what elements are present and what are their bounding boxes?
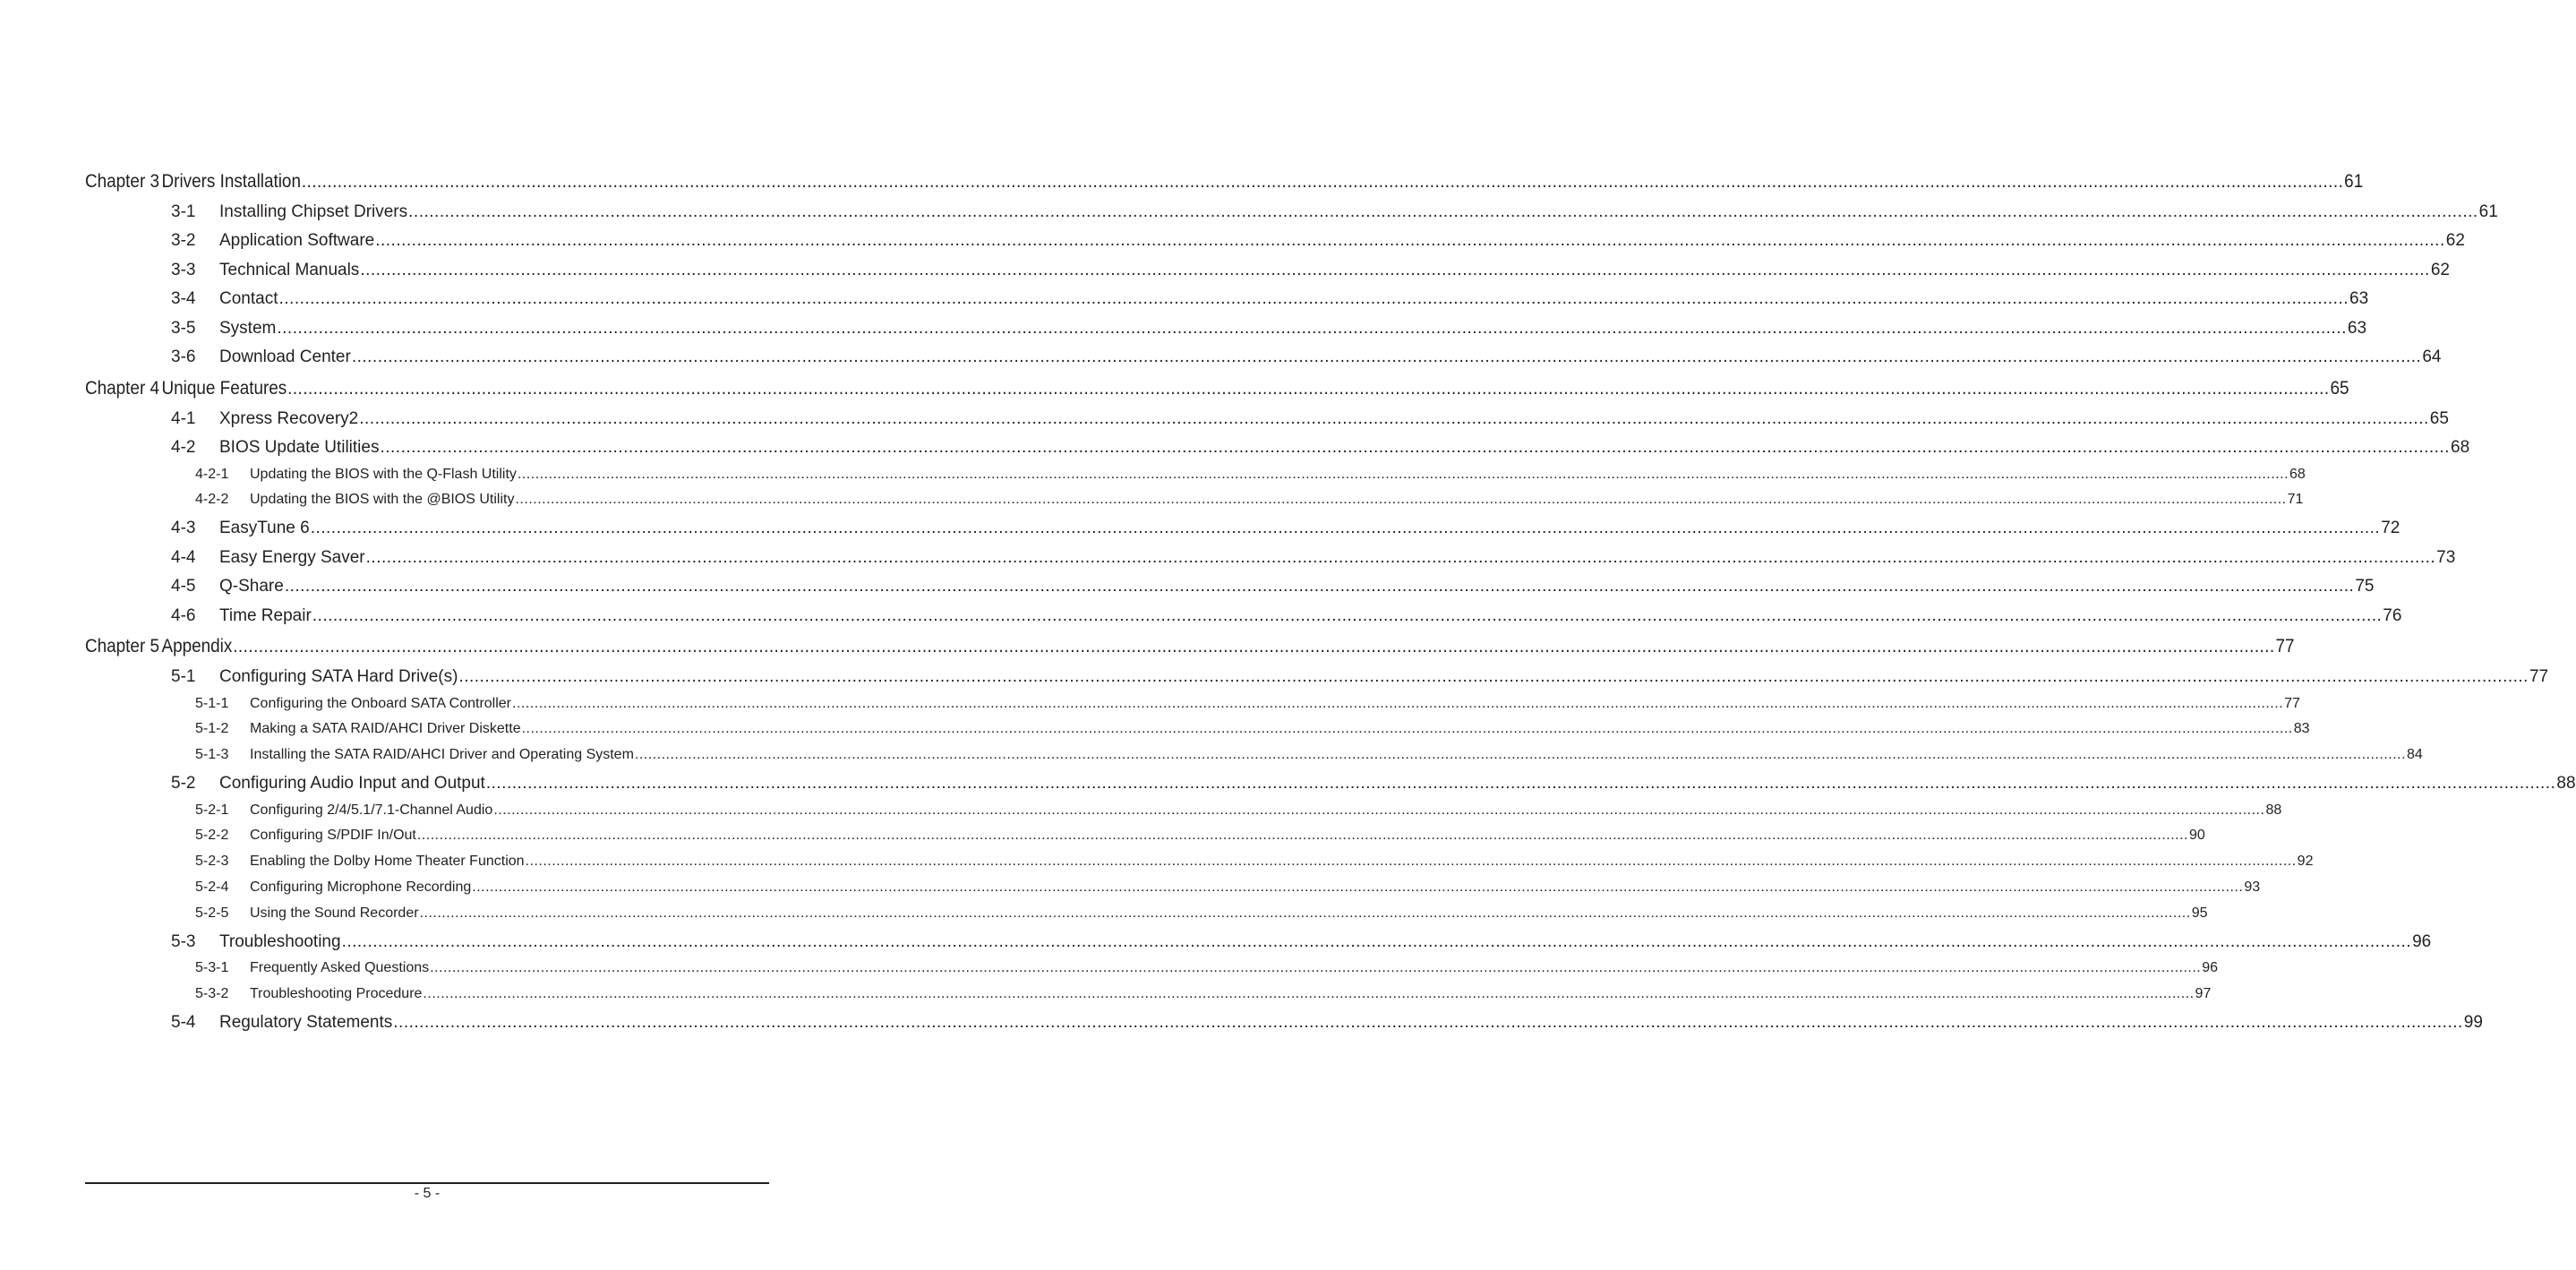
entry-number: 5-3 [171, 932, 196, 951]
toc-entry-sub[interactable] [195, 492, 2304, 508]
entry-title: Configuring SATA Hard Drive(s) [219, 667, 458, 686]
dot-leader: ................................................................................................................................................................................................................................................................................................................................................................................................................ [416, 828, 2188, 843]
dot-leader: ................................................................................................................................................................................................................................................................................................................................................................................................................ [287, 378, 2330, 399]
page-number: - 5 - [414, 1186, 441, 1201]
dot-leader: ................................................................................................................................................................................................................................................................................................................................................................................................................ [312, 606, 2383, 625]
entry-page-number: 75 [2355, 577, 2375, 596]
dot-leader: ................................................................................................................................................................................................................................................................................................................................................................................................................ [430, 960, 2202, 975]
toc-entry-section[interactable] [171, 774, 2576, 794]
entry-number: 3-5 [171, 319, 196, 338]
toc-entry-sub[interactable] [195, 828, 2205, 844]
dot-leader: ................................................................................................................................................................................................................................................................................................................................................................................................................ [423, 986, 2195, 1001]
entry-number: 4-2-1 [195, 467, 229, 482]
toc-entry-section[interactable] [171, 202, 2498, 222]
entry-title: Updating the BIOS with the Q-Flash Utility [250, 467, 517, 482]
entry-number: 5-2-2 [195, 828, 229, 843]
entry-title: Appendix [161, 636, 233, 656]
entry-title: Q-Share [219, 577, 284, 596]
dot-leader: ................................................................................................................................................................................................................................................................................................................................................................................................................ [341, 932, 2412, 951]
entry-title: Configuring 2/4/5.1/7.1-Channel Audio [250, 802, 493, 818]
entry-number: 5-3-1 [195, 960, 229, 975]
toc-entry-chapter[interactable] [85, 636, 2295, 657]
toc-entry-section[interactable] [171, 1013, 2483, 1033]
toc-entry-chapter[interactable] [85, 171, 2364, 193]
entry-page-number: 61 [2344, 171, 2364, 192]
entry-title: Troubleshooting Procedure [250, 986, 423, 1001]
entry-number: 5-2-3 [195, 854, 229, 869]
entry-title: Time Repair [219, 606, 312, 625]
entry-title: Troubleshooting [219, 932, 341, 951]
toc-entry-section[interactable] [171, 409, 2449, 429]
entry-number: 5-4 [171, 1013, 196, 1032]
entry-page-number: 72 [2381, 519, 2401, 537]
dot-leader: ................................................................................................................................................................................................................................................................................................................................................................................................................ [365, 548, 2436, 567]
toc-entry-section[interactable] [171, 231, 2465, 251]
entry-number: 3-2 [171, 231, 196, 250]
dot-leader: ................................................................................................................................................................................................................................................................................................................................................................................................................ [515, 492, 2287, 507]
entry-title: Regulatory Statements [219, 1013, 393, 1032]
toc-entry-sub[interactable] [195, 721, 2310, 737]
toc-entry-section[interactable] [171, 667, 2549, 687]
dot-leader: ................................................................................................................................................................................................................................................................................................................................................................................................................ [408, 202, 2478, 221]
dot-leader: ................................................................................................................................................................................................................................................................................................................................................................................................................ [472, 880, 2244, 895]
entry-title: Configuring the Onboard SATA Controller [250, 696, 512, 711]
entry-title: BIOS Update Utilities [219, 438, 380, 457]
dot-leader: ................................................................................................................................................................................................................................................................................................................................................................................................................ [310, 519, 2381, 537]
entry-number: 5-1 [171, 667, 196, 686]
entry-page-number: 65 [2429, 409, 2449, 428]
dot-leader: ................................................................................................................................................................................................................................................................................................................................................................................................................ [351, 348, 2422, 366]
dot-leader: ................................................................................................................................................................................................................................................................................................................................................................................................................ [360, 261, 2430, 279]
entry-number: 4-2 [171, 438, 196, 457]
entry-number: 5-1-3 [195, 747, 229, 762]
entry-number: Chapter 4 [85, 378, 160, 399]
entry-page-number: 71 [2287, 492, 2304, 507]
dot-leader: ................................................................................................................................................................................................................................................................................................................................................................................................................ [458, 667, 2529, 686]
entry-title: Easy Energy Saver [219, 548, 365, 567]
entry-number: 5-1-1 [195, 696, 229, 711]
dot-leader: ................................................................................................................................................................................................................................................................................................................................................................................................................ [233, 636, 2275, 656]
entry-page-number: 73 [2436, 548, 2456, 567]
toc-entry-section[interactable] [171, 606, 2402, 626]
entry-number: 4-5 [171, 577, 196, 596]
toc-entry-section[interactable] [171, 348, 2442, 367]
toc-entry-section[interactable] [171, 548, 2456, 568]
entry-page-number: 76 [2383, 606, 2402, 625]
entry-page-number: 88 [2556, 774, 2576, 793]
entry-title: System [219, 319, 277, 338]
toc-entry-sub[interactable] [195, 960, 2219, 976]
dot-leader: ................................................................................................................................................................................................................................................................................................................................................................................................................ [301, 171, 2344, 192]
entry-number: 3-1 [171, 202, 196, 221]
entry-title: Contact [219, 289, 278, 308]
dot-leader: ................................................................................................................................................................................................................................................................................................................................................................................................................ [493, 802, 2265, 818]
toc-entry-sub[interactable] [195, 696, 2300, 712]
entry-title: Updating the BIOS with the @BIOS Utility [250, 492, 515, 507]
dot-leader: ................................................................................................................................................................................................................................................................................................................................................................................................................ [485, 774, 2556, 793]
toc-entry-sub[interactable] [195, 905, 2208, 922]
entry-number: 5-2 [171, 774, 196, 793]
entry-number: 3-6 [171, 348, 196, 366]
toc-entry-chapter[interactable] [85, 378, 2349, 399]
dot-leader: ................................................................................................................................................................................................................................................................................................................................................................................................................ [521, 721, 2293, 736]
entry-number: 5-2-5 [195, 905, 229, 921]
entry-title: Download Center [219, 348, 351, 366]
entry-page-number: 97 [2195, 986, 2212, 1001]
entry-title: Installing the SATA RAID/AHCI Driver and Operating System [250, 747, 634, 762]
entry-page-number: 92 [2297, 854, 2314, 869]
dot-leader: ................................................................................................................................................................................................................................................................................................................................................................................................................ [393, 1013, 2463, 1032]
entry-title: Frequently Asked Questions [250, 960, 430, 975]
entry-title: Installing Chipset Drivers [219, 202, 408, 221]
entry-number: 4-6 [171, 606, 196, 625]
entry-page-number: 88 [2265, 802, 2282, 818]
entry-page-number: 90 [2188, 828, 2205, 843]
entry-title: Configuring Microphone Recording [250, 880, 472, 895]
toc-entry-sub[interactable] [195, 880, 2261, 896]
entry-page-number: 95 [2191, 905, 2208, 921]
entry-page-number: 96 [2202, 960, 2219, 975]
entry-page-number: 93 [2244, 880, 2261, 895]
entry-number: 5-2-1 [195, 802, 229, 818]
dot-leader: ................................................................................................................................................................................................................................................................................................................................................................................................................ [278, 289, 2349, 308]
entry-page-number: 68 [2289, 467, 2306, 482]
entry-number: 4-2-2 [195, 492, 229, 507]
toc-entry-sub[interactable] [195, 802, 2282, 819]
entry-page-number: 99 [2463, 1013, 2483, 1032]
entry-number: 4-4 [171, 548, 196, 567]
entry-page-number: 68 [2451, 438, 2470, 457]
toc-entry-sub[interactable] [195, 467, 2306, 483]
entry-page-number: 77 [2284, 696, 2300, 711]
dot-leader: ................................................................................................................................................................................................................................................................................................................................................................................................................ [512, 696, 2284, 711]
dot-leader: ................................................................................................................................................................................................................................................................................................................................................................................................................ [277, 319, 2347, 338]
entry-page-number: 61 [2478, 202, 2498, 221]
entry-page-number: 84 [2407, 747, 2423, 762]
entry-page-number: 62 [2430, 261, 2450, 279]
entry-title: EasyTune 6 [219, 519, 310, 537]
entry-page-number: 63 [2347, 319, 2367, 338]
entry-number: 5-2-4 [195, 880, 229, 895]
entry-page-number: 64 [2422, 348, 2442, 366]
toc-entry-sub[interactable] [195, 747, 2423, 763]
dot-leader: ................................................................................................................................................................................................................................................................................................................................................................................................................ [375, 231, 2445, 250]
entry-number: 5-3-2 [195, 986, 229, 1001]
toc-entry-section[interactable] [171, 519, 2401, 538]
entry-title: Using the Sound Recorder [250, 905, 419, 921]
entry-page-number: 63 [2349, 289, 2369, 308]
toc-entry-section[interactable] [171, 289, 2369, 309]
entry-number: 4-3 [171, 519, 196, 537]
dot-leader: ................................................................................................................................................................................................................................................................................................................................................................................................................ [634, 747, 2407, 762]
dot-leader: ................................................................................................................................................................................................................................................................................................................................................................................................................ [380, 438, 2450, 457]
toc-entry-section[interactable] [171, 577, 2375, 596]
entry-page-number: 96 [2412, 932, 2432, 951]
footer-divider [85, 1182, 769, 1184]
entry-title: Application Software [219, 231, 375, 250]
entry-number: 5-1-2 [195, 721, 229, 736]
dot-leader: ................................................................................................................................................................................................................................................................................................................................................................................................................ [359, 409, 2429, 428]
entry-title: Making a SATA RAID/AHCI Driver Diskette [250, 721, 521, 736]
entry-title: Technical Manuals [219, 261, 360, 279]
entry-page-number: 77 [2529, 667, 2549, 686]
entry-title: Enabling the Dolby Home Theater Function [250, 854, 525, 869]
entry-title: Configuring S/PDIF In/Out [250, 828, 416, 843]
entry-number: Chapter 3 [85, 171, 160, 192]
dot-leader: ................................................................................................................................................................................................................................................................................................................................................................................................................ [525, 854, 2297, 869]
toc-entry-section[interactable] [171, 319, 2367, 339]
entry-page-number: 62 [2445, 231, 2465, 250]
entry-number: 3-3 [171, 261, 196, 279]
entry-title: Xpress Recovery2 [219, 409, 359, 428]
dot-leader: ................................................................................................................................................................................................................................................................................................................................................................................................................ [419, 905, 2191, 921]
toc-entry-sub[interactable] [195, 854, 2314, 870]
entry-page-number: 65 [2330, 378, 2349, 399]
dot-leader: ................................................................................................................................................................................................................................................................................................................................................................................................................ [284, 577, 2355, 596]
toc-entry-section[interactable] [171, 261, 2450, 280]
entry-page-number: 77 [2275, 636, 2295, 656]
entry-page-number: 83 [2293, 721, 2310, 736]
toc-entry-section[interactable] [171, 438, 2470, 458]
toc-entry-sub[interactable] [195, 986, 2212, 1002]
entry-number: Chapter 5 [85, 636, 160, 656]
dot-leader: ................................................................................................................................................................................................................................................................................................................................................................................................................ [517, 467, 2289, 482]
entry-title: Drivers Installation [161, 171, 301, 192]
entry-number: 3-4 [171, 289, 196, 308]
entry-title: Unique Features [161, 378, 287, 399]
entry-title: Configuring Audio Input and Output [219, 774, 485, 793]
toc-entry-section[interactable] [171, 932, 2432, 952]
entry-number: 4-1 [171, 409, 196, 428]
